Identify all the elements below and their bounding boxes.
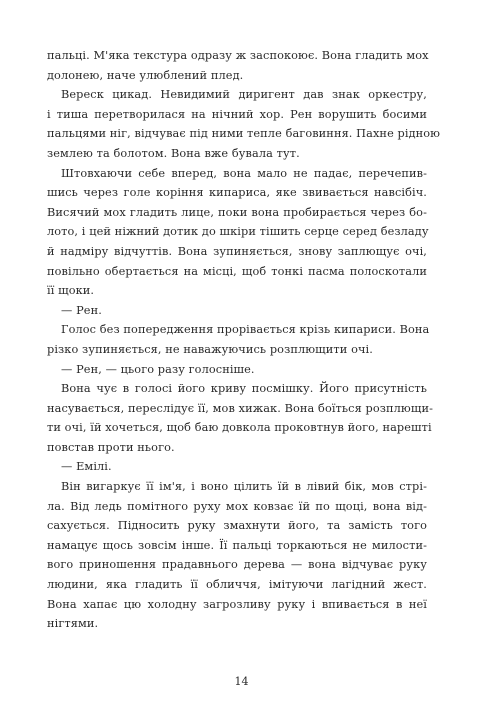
text-line: пальцями ніг, відчуває під ними тепле баговиння. Пахне рідною [47,127,441,141]
text-line: й надміру відчуттів. Вона зупиняється, знову заплющує очі, [47,244,427,258]
text-line: Штовхаючи себе вперед, вона мало не падає, перечепив- [61,166,427,180]
text-line: Висячий мох гладить лице, поки вона пробирається через бо- [47,205,427,219]
text-line: долонею, наче улюблений плед. [47,68,244,82]
text-line: шись через голе коріння кипариса, яке звивається навсібіч. [47,186,427,200]
text-line: — Емілі. [61,460,112,474]
text-line: Голос без попередження прорівається крізь кипариси. Вона [61,323,430,337]
text-line: ти очі, їй хочеться, щоб баю довкола проковтнув його, нарешті [47,421,432,435]
body-text [47,46,441,634]
text-line: — Рен, — цього разу голосніше. [61,362,255,376]
text-line: її щоки. [47,284,95,298]
text-line: Вона хапає цю холодну загрозливу руку і впивається в неї [47,597,427,611]
text-line: Вереск цикад. Невидимий диригент дав знак оркестру, [61,88,427,102]
text-line: Вона чує в голосі його криву посмішку. Його присутність [61,382,427,396]
text-line: нігтями. [47,617,99,631]
text-line: повстав проти нього. [47,440,175,454]
text-line: пальці. М'яка текстура одразу ж заспокоює. Вона гладить мох [47,49,429,62]
text-line: повільно обертається на місці, щоб тонкі пасма полоскотали [47,264,427,278]
text-line: лото, і цей ніжний дотик до шкіри тішить серце серед безладу [47,225,429,239]
text-line: вого приношення прадавнього дерева — вона відчуває руку [47,558,427,572]
text-line: Він вигаркує її ім'я, і воно цілить їй в лівий бік, мов стрі- [61,480,427,494]
page-number: 14 [234,675,249,688]
text-line: насувається, переслідує її, мов хижак. Вона боїться розплющи- [47,401,433,415]
text-line: — Рен. [61,303,102,317]
text-line: і тиша перетворилася на нічний хор. Рен ворушить босими [47,107,427,121]
text-line: ла. Від ледь помітного руху мох ковзає їй по щоці, вона від- [47,499,427,513]
text-line: різко зупиняється, не наважуючись розплющити очі. [47,342,373,356]
text-line: сахується. Підносить руку змахнути його, та замість того [47,519,427,533]
text-line: намацує щось зовсім інше. Її пальці торкаються не милости- [47,538,427,552]
text-line: землею та болотом. Вона вже бувала тут. [47,146,300,160]
text-line: людини, яка гладить її обличчя, імітуючи лагідний жест. [47,578,427,592]
